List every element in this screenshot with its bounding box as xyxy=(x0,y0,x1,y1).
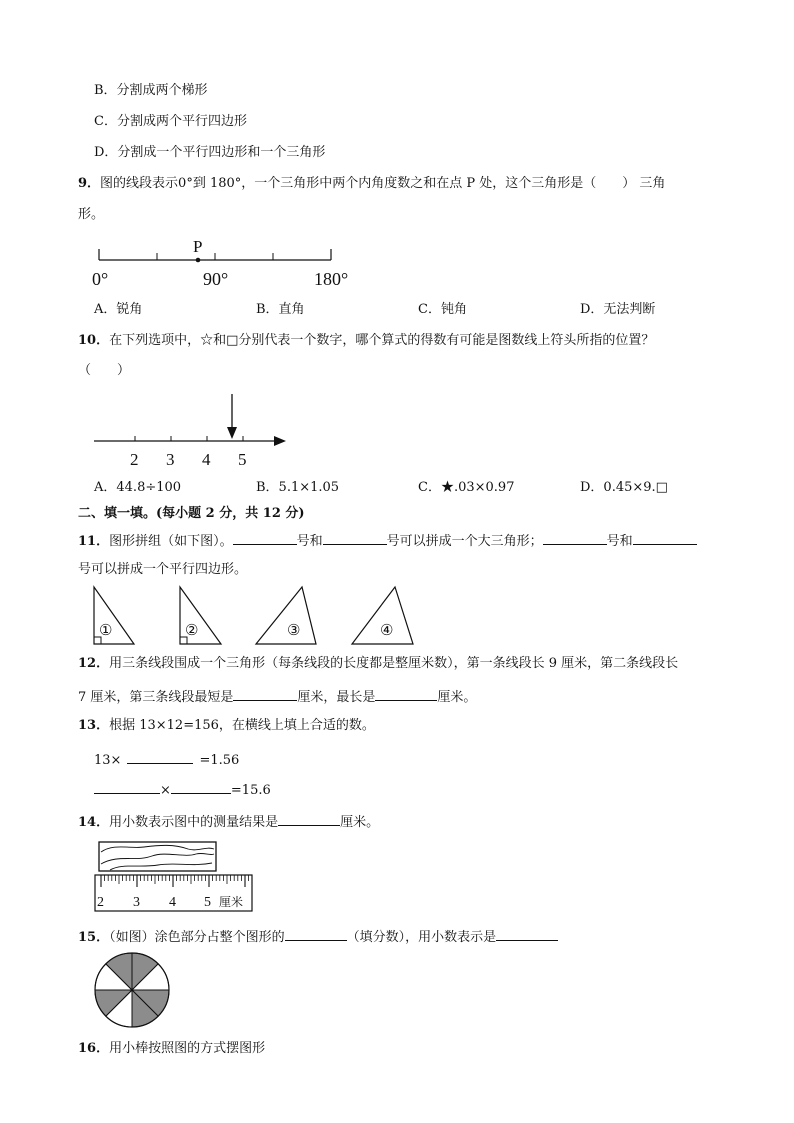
q10-option-c: C．★.03×0.97 xyxy=(418,480,515,495)
q15-text-a: （如图）涂色部分占整个图形的 xyxy=(109,930,285,945)
q13-blank-2[interactable] xyxy=(94,779,160,794)
ruler-measurement-figure xyxy=(92,840,262,914)
q9-option-d: D．无法判断 xyxy=(580,302,656,317)
q12-blank-2[interactable] xyxy=(375,686,437,701)
q15-blank-2[interactable] xyxy=(496,926,558,941)
q9-number: 9． xyxy=(78,176,101,191)
q10-option-b: B．5.1×1.05 xyxy=(256,480,340,495)
q12-number: 12． xyxy=(78,656,110,671)
q10-number: 10． xyxy=(78,333,110,348)
q10-option-a: A．44.8÷100 xyxy=(94,480,182,495)
q15-number: 15． xyxy=(78,930,110,945)
shaded-circle-figure xyxy=(92,950,174,1032)
q16-question xyxy=(78,1040,265,1058)
q14-text-a: 用小数表示图中的测量结果是 xyxy=(109,815,279,830)
q12-blank-1[interactable] xyxy=(233,686,297,701)
q13-row2-b: =15.6 xyxy=(230,783,271,798)
label-0-deg: 0° xyxy=(92,269,109,289)
tick-label-3: 3 xyxy=(166,450,175,469)
q11-number: 11． xyxy=(78,534,110,549)
q11-blank-2[interactable] xyxy=(323,530,387,545)
tick-label-2: 2 xyxy=(130,450,139,469)
number-line-arrowhead xyxy=(274,436,286,446)
q13-text: 根据 13×12=156，在横线上填上合适的数。 xyxy=(109,718,375,733)
q11-blank-4[interactable] xyxy=(633,530,697,545)
point-p-dot xyxy=(196,258,201,263)
q11-text-a: 图形拼组（如下图）。 xyxy=(109,534,233,549)
q16-text: 用小棒按照图的方式摆图形 xyxy=(109,1041,266,1056)
q10-option-d: D．0.45×9.□ xyxy=(580,480,668,495)
label-90-deg: 90° xyxy=(203,269,229,289)
q13-number: 13． xyxy=(78,718,110,733)
triangle-piece-3 xyxy=(256,587,316,644)
q12-text-line1: 用三条线段围成一个三角形（每条线段的长度都是整厘米数），第一条线段长 9 厘米，第二条线段长 xyxy=(109,656,679,671)
q13-row1-b: =1.56 xyxy=(199,753,240,768)
q8-option-c: C．分割成两个平行四边形 xyxy=(94,114,247,129)
q11-text-c: 号可以拼成一个大三角形； xyxy=(386,534,543,549)
q13-row1 xyxy=(94,749,239,770)
measured-object-box xyxy=(99,842,216,871)
tick-label-5: 5 xyxy=(238,450,247,469)
triangle-label-1: ① xyxy=(99,623,113,639)
q15-blank-1[interactable] xyxy=(285,926,347,941)
triangle-label-4: ④ xyxy=(380,623,394,639)
q8-option-d: D．分割成一个平行四边形和一个三角形 xyxy=(94,145,326,160)
q8-option-b: B．分割成两个梯形 xyxy=(94,83,208,98)
q14-text-b: 厘米。 xyxy=(340,815,380,830)
q12-question xyxy=(78,655,678,673)
q16-number: 16． xyxy=(78,1041,110,1056)
q11-question xyxy=(78,530,697,551)
q13-row2-a: × xyxy=(160,783,171,798)
q11-text-line2: 号可以拼成一个平行四边形。 xyxy=(78,562,248,577)
q9-option-a: A．锐角 xyxy=(94,302,143,317)
q13-row2 xyxy=(94,779,271,800)
q9-option-c: C．钝角 xyxy=(418,302,467,317)
q13-row1-a: 13× xyxy=(94,753,122,768)
point-p-label: P xyxy=(193,237,203,256)
q14-question xyxy=(78,811,379,832)
q11-blank-1[interactable] xyxy=(233,530,297,545)
ruler-label-2: 2 xyxy=(97,895,104,910)
pointer-arrow-head xyxy=(227,427,237,439)
q12-text-line2c: 厘米。 xyxy=(437,690,477,705)
q10-text-line2: （ ） xyxy=(78,363,131,378)
section-2-title: 二、填一填。(每小题 2 分，共 12 分) xyxy=(78,506,305,521)
q12-line2 xyxy=(78,686,476,707)
q9-option-b: B．直角 xyxy=(256,302,305,317)
q13-question xyxy=(78,717,375,735)
ruler-unit-label: 厘米 xyxy=(219,895,244,909)
q14-number: 14． xyxy=(78,815,110,830)
ruler-label-5: 5 xyxy=(204,895,211,910)
q9-text-line1: 图的线段表示0°到 180°，一个三角形中两个内角度数之和在点 P 处，这个三角形是（ ） 三角 xyxy=(100,176,666,191)
triangle-label-3: ③ xyxy=(287,623,301,639)
ruler-label-4: 4 xyxy=(169,895,176,910)
q15-text-b: （填分数），用小数表示是 xyxy=(346,930,497,945)
q15-question xyxy=(78,926,558,947)
q12-text-line2b: 厘米，最长是 xyxy=(297,690,376,705)
q14-blank[interactable] xyxy=(278,811,340,826)
q11-text-b: 号和 xyxy=(296,534,323,549)
q10-text-line1: 在下列选项中，☆和□分别代表一个数字，哪个算式的得数有可能是图数线上符头所指的位置？ xyxy=(109,333,655,348)
number-line-figure xyxy=(90,390,300,470)
ruler-label-3: 3 xyxy=(133,895,140,910)
q11-blank-3[interactable] xyxy=(543,530,607,545)
q11-text-d: 号和 xyxy=(606,534,633,549)
label-180-deg: 180° xyxy=(314,269,349,289)
triangle-pieces-figure xyxy=(90,584,430,648)
q9-text-line2: 形。 xyxy=(78,207,105,222)
q13-blank-3[interactable] xyxy=(171,779,231,794)
tick-label-4: 4 xyxy=(202,450,211,469)
triangle-label-2: ② xyxy=(185,623,199,639)
q13-blank-1[interactable] xyxy=(127,749,193,764)
q12-text-line2a: 7 厘米，第三条线段最短是 xyxy=(78,690,234,705)
angle-segment-figure xyxy=(90,236,370,292)
q9-question xyxy=(78,175,665,193)
q10-question xyxy=(78,332,654,350)
